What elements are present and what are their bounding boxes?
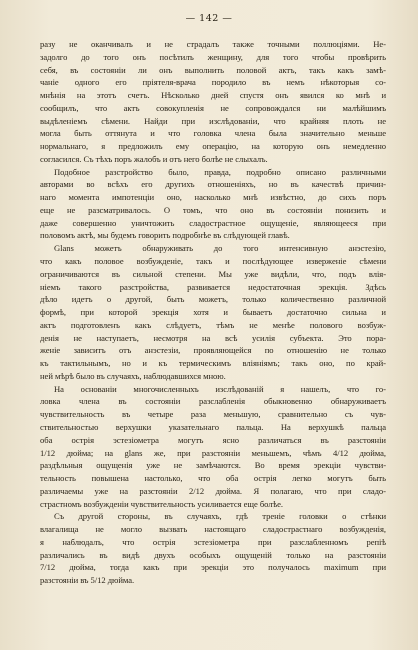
text-line: тельность повышена настолько, что оба острія легко могутъ быть — [40, 473, 386, 484]
text-line: задолго до того онъ посѣтилъ женщину, для того чтобы провѣрить — [40, 51, 386, 62]
text-line: влагалища не могло вызвать настоящаго сладострастнаго возбужденія, — [40, 524, 386, 535]
text-line: еще не разсматривалось. О томъ, что оно въ состояніи понизить и — [40, 204, 386, 215]
text-line: себя, въ состояніи ли онъ выполнить половой актъ, такъ какъ замѣ- — [40, 64, 386, 75]
text-line: согласился. Съ тѣхъ поръ жалобъ и отъ него болѣе не слыхалъ. — [40, 153, 268, 164]
text-line: На основаніи многочисленныхъ изслѣдованій я нашелъ, что го- — [54, 383, 386, 394]
page-body-text — [40, 38, 386, 587]
text-line: мнѣнія на этотъ счетъ. Нѣсколько дней спустя онъ явился ко мнѣ и — [40, 90, 386, 101]
text-line: актъ подготовленъ какъ слѣдуетъ, тѣмъ не менѣе полового возбуж- — [40, 319, 386, 330]
text-line: Подобное разстройство было, правда, подробно описано различными — [54, 166, 386, 177]
text-line: выдѣленіемъ сѣмени. Найди при изслѣдованіи, что крайняя плоть не — [40, 115, 386, 126]
text-line: оба острія эстезіометра могутъ ясно различаться въ разстояніи — [40, 434, 386, 445]
text-line: женіе зависитъ отъ анэстезіи, проявляющейся по отношенію не только — [40, 345, 386, 356]
text-line: раздѣльныя ощущенія уже не замѣчаются. Во время эрекціи чувстви- — [40, 460, 386, 471]
page-number-header: — 142 — — [185, 13, 233, 24]
text-line: сообщилъ, что актъ совокупленія не сопровождался ни малѣйшимъ — [40, 102, 386, 113]
text-line: различаемы уже на разстояніи 2/12 дюйма. Я полагаю, что при сладо- — [40, 485, 386, 496]
text-line: формѣ, при которой эрекція хотя и бываетъ достаточно сильна и — [40, 307, 386, 318]
text-line: разу не оканчивалъ и не страдалъ также точными поллюціями. Не- — [40, 39, 386, 49]
text-line: дѣло идетъ о другой, быть можетъ, только количественно различной — [40, 294, 386, 305]
text-line: денія не наступаетъ, несмотря на всѣ усилія субъекта. Это пора- — [40, 332, 386, 343]
text-line: авторами во всѣхъ его другихъ отношеніяхъ, но въ качествѣ причин- — [40, 179, 386, 190]
text-line: къ тактильнымъ, но и къ термическимъ вліяніямъ; такъ оно, по край- — [40, 358, 386, 369]
text-line: ніемъ такого разстройства, развивается недостаточная эрекція. Здѣсь — [40, 281, 386, 292]
text-line: половомъ актѣ, мы будемъ говорить подробнѣе въ слѣдующей главѣ. — [40, 230, 290, 241]
text-line: ней мѣрѣ было въ случаяхъ, наблюдавшихся мною. — [40, 370, 226, 381]
text-line: 7/12 дюйма, тогда какъ при эрекціи это получалось maximum при — [40, 562, 386, 573]
text-line: что какъ половое возбужденіе, такъ и послѣдующее изверженіе сѣмени — [40, 256, 386, 267]
text-line: страстномъ возбужденіи чувствительность усиливается еще болѣе. — [40, 498, 283, 509]
text-line: Glans можетъ обнаруживать до того интенсивную анэстезію, — [54, 243, 386, 254]
text-line: разстояніи въ 5/12 дюйма. — [40, 575, 135, 586]
text-line: Съ другой стороны, въ случаяхъ, гдѣ треніе головки о стѣнки — [54, 511, 386, 522]
text-line: 1/12 дюйма; на glans же, при разстояніи меньшемъ, чѣмъ 4/12 дюйма, — [40, 447, 386, 458]
text-line: я наблюдалъ, что острія эстезіометра при разслабленномъ репіѣ — [40, 536, 386, 547]
text-line: ствительностью верхушки указательнаго пальца. На верхушкѣ пальца — [40, 421, 386, 432]
text-line: чувствительность въ четыре раза меньшую, сравнительно съ чув- — [40, 409, 386, 420]
text-line: чаніе одного его пріятеля-врача породило въ немъ нѣкоторыя со- — [40, 77, 386, 88]
text-line: наго момента импотенціи оно, насколько мнѣ извѣстно, до сихъ поръ — [40, 192, 386, 203]
text-line: различались въ видѣ двухъ особыхъ ощущеній только на разстояніи — [40, 549, 386, 560]
text-line: могла быть оттянута и что головка члена была значительно меньше — [40, 128, 386, 139]
text-line: нормальнаго, я предложилъ ему операцію, на которую онъ немедленно — [40, 141, 386, 152]
text-line: ловка члена въ состояніи разслабленія обыкновенно обнаруживаетъ — [40, 396, 386, 407]
text-line: ограничиваются въ сильной степени. Мы уже видѣли, что, подъ влія- — [40, 268, 386, 279]
text-line: даже совершенно уничтожить сладострастное ощущеніе, являющееся при — [40, 217, 386, 228]
